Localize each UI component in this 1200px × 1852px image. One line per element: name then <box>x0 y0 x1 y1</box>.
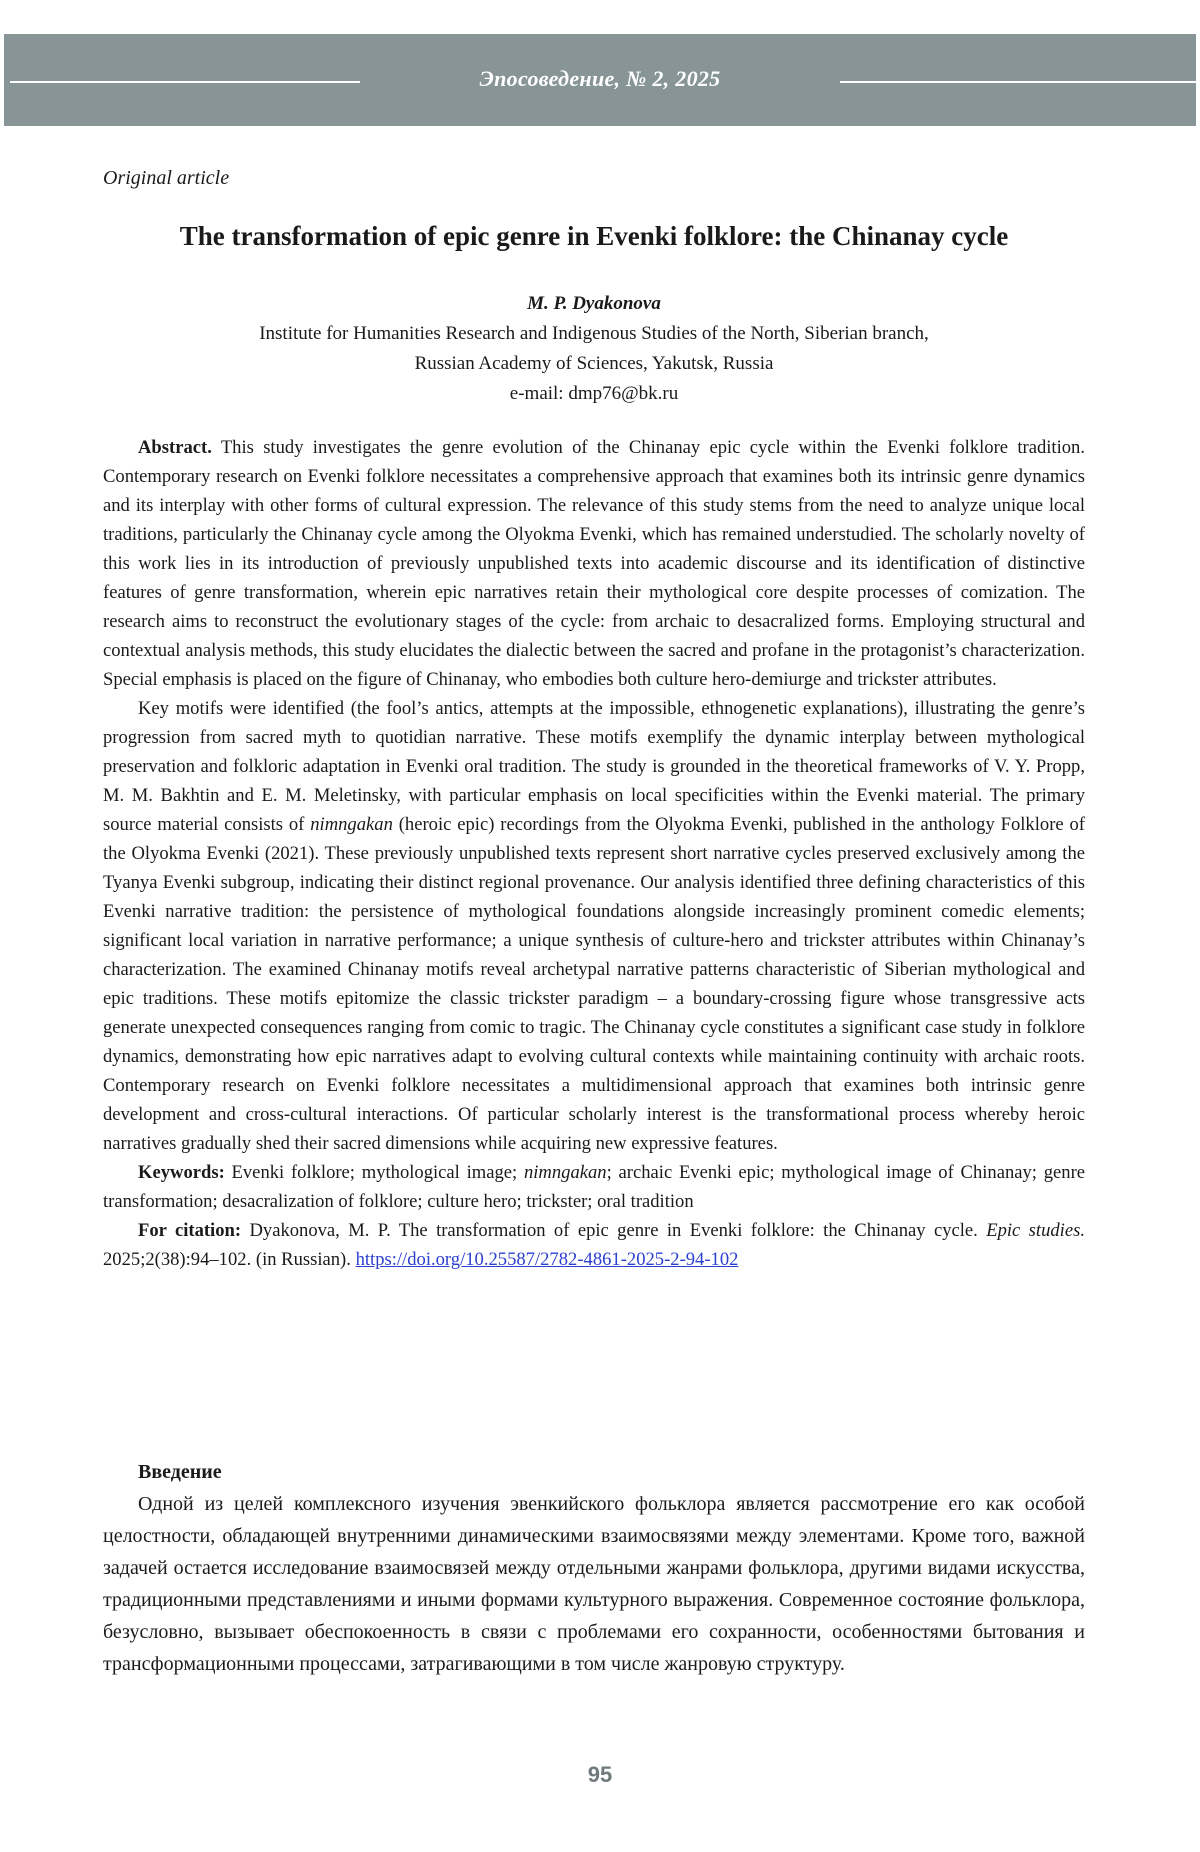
abstract-paragraph-1 <box>103 433 1085 694</box>
author-block <box>103 289 1085 409</box>
affiliation-line-1: Institute for Humanities Research and Indigenous Studies of the North, Siberian branch, <box>259 323 929 344</box>
article-title: The transformation of epic genre in Evenki folklore: the Chinanay cycle <box>179 221 1009 251</box>
abstract-italic-term: nimngakan <box>310 814 393 835</box>
abstract-text-2b: (heroic epic) recordings from the Olyokma Evenki, published in the anthology Folklore of the Olyokma Evenki (2021). These previously unpublished texts represent short narrative cycles preserved exclusively among the Tyanya Evenki subgroup, indicating their distinct regional provenance. Our analysis identified three defining characteristics of this Evenki narrative tradition: the persistence of mythological foundations alongside increasingly prominent comedic elements; significant local variation in narrative performance; a unique synthesis of culture-hero and trickster attributes within Chinanay’s characterization. The examined Chinanay motifs reveal archetypal narrative patterns characteristic of Siberian mythological and epic traditions. These motifs epitomize the classic trickster paradigm – a boundary-crossing figure whose transgressive acts generate unexpected consequences ranging from comic to tragic. The Chinanay cycle constitutes a significant case study in folklore dynamics, demonstrating how epic narratives adapt to evolving cultural contexts while maintaining continuity with archaic roots. Contemporary research on Evenki folklore necessitates a multidimensional approach that examines both intrinsic genre development and cross-cultural interactions. Of particular scholarly interest is the transformational process whereby heroic narratives gradually shed their sacred dimensions while acquiring new expressive features. <box>103 814 1085 1154</box>
keywords-paragraph <box>103 1158 1085 1216</box>
header-rule-left <box>10 81 360 83</box>
introduction-heading: Введение <box>138 1461 222 1483</box>
abstract-section <box>103 433 1085 1274</box>
citation-label: For citation: <box>138 1220 242 1241</box>
citation-text-a: Dyakonova, M. P. The transformation of epic genre in Evenki folklore: the Chinanay cycle. <box>249 1220 978 1241</box>
keywords-text-a: Evenki folklore; mythological image; <box>231 1162 518 1183</box>
abstract-text-2a: Key motifs were identified (the fool’s antics, attempts at the impossible, ethnogenetic explanations), illustrating the genre’s progression from sacred myth to quotidian narrative. These motifs exemplify the dynamic interplay between mythological preservation and folkloric adaptation in Evenki oral tradition. The study is grounded in the theoretical frameworks of V. Y. Propp, M. M. Bakhtin and E. M. Meletinsky, with particular emphasis on local specificities within the Evenki material. The primary source material consists of <box>103 698 1085 835</box>
introduction-section <box>103 1456 1085 1680</box>
article-type: Original article <box>103 167 230 189</box>
abstract-paragraph-2 <box>103 694 1085 1158</box>
author-email[interactable]: e-mail: dmp76@bk.ru <box>509 383 679 404</box>
page-number: 95 <box>587 1762 613 1787</box>
introduction-paragraph: Одной из целей комплексного изучения эвенкийского фольклора является рассмотрение его как особой целостности, обладающей внутренними динамическими взаимосвязями между элементами. Кроме того, важной задачей остается исследование взаимосвязей между отдельными жанрами фольклора, другими видами искусства, традиционными представлениями и иными формами культурного выражения. Современное состояние фольклора, безусловно, вызывает обеспокоенность в связи с проблемами его сохранности, особенностями бытования и трансформационными процессами, затрагивающими в том числе жанровую структуру. <box>103 1493 1085 1675</box>
doi-link[interactable]: https://doi.org/10.25587/2782-4861-2025-2-94-102 <box>355 1249 739 1270</box>
header-rule-right <box>840 81 1196 83</box>
author-name: M. P. Dyakonova <box>527 293 661 314</box>
keywords-text-b: ; archaic Evenki epic; mythological image of Chinanay; genre transformation; desacralization of folklore; culture hero; trickster; oral tradition <box>103 1162 1086 1212</box>
citation-journal: Epic studies. <box>986 1220 1085 1241</box>
citation-paragraph <box>103 1216 1085 1274</box>
affiliation-line-2: Russian Academy of Sciences, Yakutsk, Russia <box>414 353 774 374</box>
abstract-text-1: This study investigates the genre evolution of the Chinanay epic cycle within the Evenki folklore tradition. Contemporary research on Evenki folklore necessitates a comprehensive approach that examines both its intrinsic genre dynamics and its interplay with other forms of cultural expression. The relevance of this study stems from the need to analyze unique local traditions, particularly the Chinanay cycle among the Olyokma Evenki, which has remained understudied. The scholarly novelty of this work lies in its introduction of previously unpublished texts into academic discourse and its identification of distinctive features of genre transformation, wherein epic narratives retain their mythological core despite processes of comization. The research aims to reconstruct the evolutionary stages of the cycle: from archaic to desacralized forms. Employing structural and contextual analysis methods, this study elucidates the dialectic between the sacred and profane in the protagonist’s characterization. Special emphasis is placed on the figure of Chinanay, who embodies both culture hero-demiurge and trickster attributes. <box>103 437 1085 690</box>
keywords-label: Keywords: <box>138 1162 225 1183</box>
keywords-italic-term: nimngakan <box>523 1162 607 1183</box>
citation-text-b: 2025;2(38):94–102. (in Russian). <box>103 1249 351 1270</box>
abstract-label: Abstract. <box>138 437 212 458</box>
journal-title: Эпосоведение, № 2, 2025 <box>479 66 721 91</box>
